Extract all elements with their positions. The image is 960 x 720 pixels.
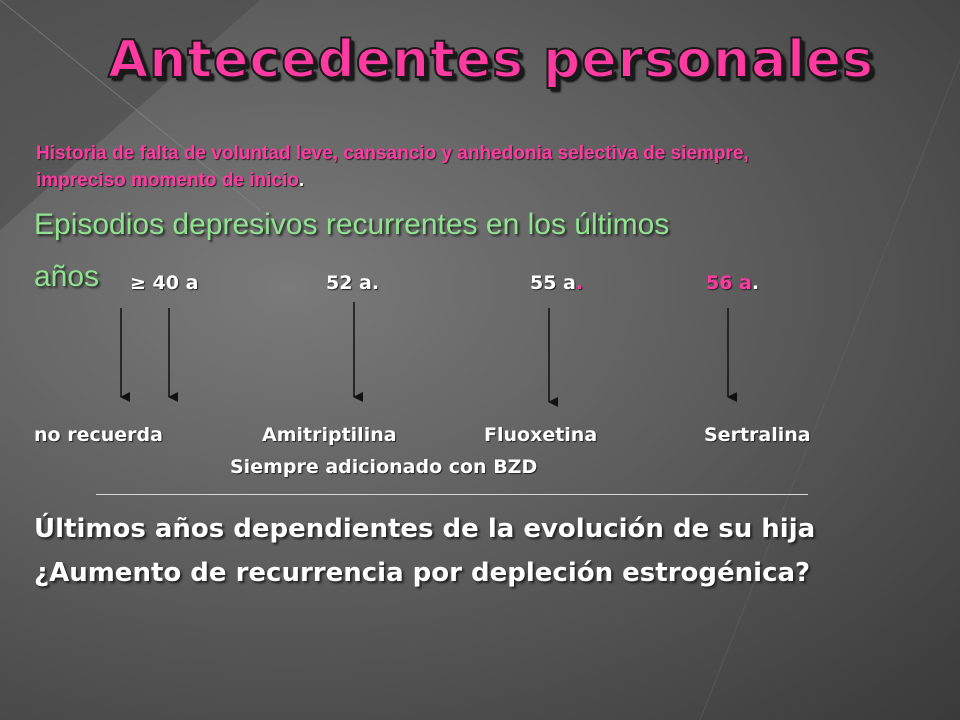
- medication-sertralina: Sertralina: [704, 424, 811, 446]
- bottom-line-1: Últimos años dependientes de la evolución de su hija: [34, 514, 816, 544]
- medication-amitriptilina: Amitriptilina: [262, 424, 397, 446]
- history-period: .: [298, 170, 305, 191]
- timeline-age-56-value: 56 a: [706, 272, 752, 294]
- timeline-age-55-dot: .: [575, 272, 584, 294]
- years-word: años: [34, 260, 100, 293]
- timeline-age-55-value: 55 a: [530, 272, 576, 294]
- timeline-age-52: 52 a.: [326, 272, 380, 294]
- medication-fluoxetina: Fluoxetina: [484, 424, 598, 446]
- history-line-1: Historia de falta de voluntad leve, cansancio y anhedonia selectiva de siempre,: [36, 143, 749, 164]
- history-line-2-text: impreciso momento de inicio: [36, 170, 299, 191]
- separator-line: [96, 494, 808, 495]
- timeline-age-40: ≥ 40 a: [130, 272, 199, 294]
- bottom-line-2: ¿Aumento de recurrencia por depleción estrogénica?: [34, 558, 811, 588]
- timeline-age-56-dot: .: [751, 272, 760, 294]
- medication-no-recuerda: no recuerda: [34, 424, 163, 446]
- bzd-note: Siempre adicionado con BZD: [230, 456, 538, 478]
- episodes-heading: Episodios depresivos recurrentes en los últimos: [34, 208, 670, 241]
- slide-title: Antecedentes personales: [108, 30, 875, 90]
